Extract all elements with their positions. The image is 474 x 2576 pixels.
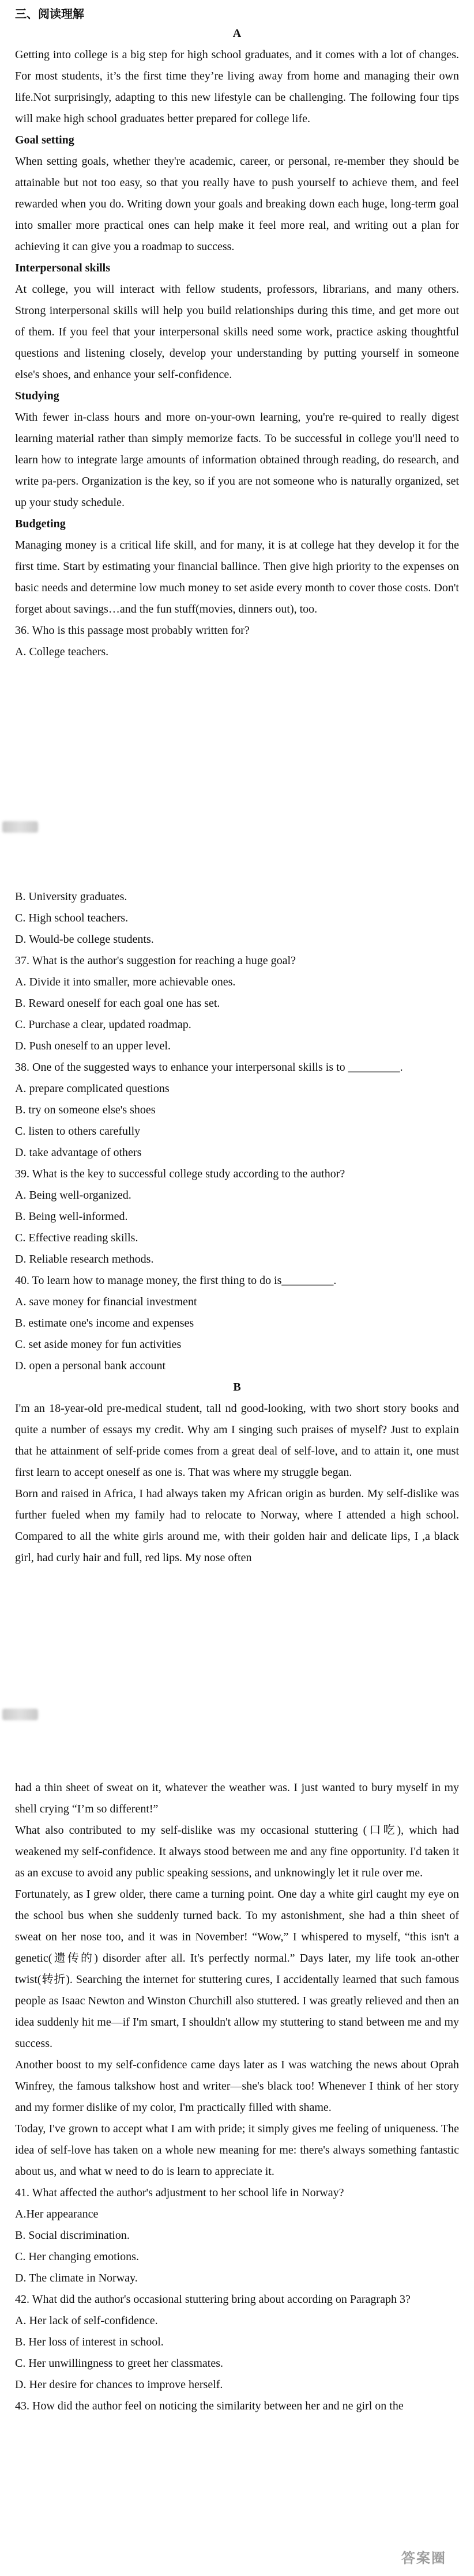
question-42-option-d: D. Her desire for chances to improve herself. bbox=[15, 2378, 223, 2391]
question-39-option-d: D. Reliable research methods. bbox=[15, 1253, 154, 1266]
question-37: 37. What is the author's suggestion for reaching a huge goal? bbox=[15, 954, 296, 967]
paragraph-goal-setting: When setting goals, whether they're academic, career, or personal, re-member they should be attainable but not too easy, so that you really have to push yourself to achieve them, and feel rewarded when you do. Writing down your goals and breaking down each huge, long-term goal into smaller more practical ones can help make it feel more real, and writing out a plan for achieving it can give you a roadmap to success. bbox=[15, 155, 459, 253]
passage-b-paragraph-1: I'm an 18-year-old pre-medical student, tall nd good-looking, with two short story books and quite a number of essays my credit. Why am I singing such praises of myself? Just to explain that he attainment of self-pride comes from a great deal of self-love, and to attain it, one must first learn to accept oneself as one is. That was where my struggle began. bbox=[15, 1402, 459, 1479]
question-40-option-b: B. estimate one's income and expenses bbox=[15, 1317, 194, 1329]
question-42: 42. What did the author's occasional stuttering bring about according on Paragraph 3? bbox=[15, 2293, 411, 2306]
question-41-option-d: D. The climate in Norway. bbox=[15, 2272, 138, 2284]
question-39-option-b: B. Being well-informed. bbox=[15, 1210, 128, 1223]
heading-goal-setting: Goal setting bbox=[15, 134, 74, 146]
passage-a-block bbox=[15, 23, 459, 663]
question-39-option-c: C. Effective reading skills. bbox=[15, 1232, 138, 1244]
question-36-option-b: B. University graduates. bbox=[15, 890, 127, 903]
question-42-option-c: C. Her unwillingness to greet her classmates. bbox=[15, 2357, 224, 2370]
paragraph-interpersonal-skills: At college, you will interact with fellow students, professors, librarians, and many others. Strong interpersonal skills will help you build relationships during this time, and get more out of them. If you feel that your interpersonal skills need some work, practice asking thoughtful questions and listening closely, develop your understanding by putting yourself in someone else's shoes, and enhance your self-confidence. bbox=[15, 283, 459, 381]
question-38-option-b: B. try on someone else's shoes bbox=[15, 1104, 156, 1116]
question-40-option-c: C. set aside money for fun activities bbox=[15, 1338, 182, 1351]
question-41: 41. What affected the author's adjustment to her school life in Norway? bbox=[15, 2186, 344, 2199]
blurred-mark bbox=[2, 1709, 38, 1720]
heading-interpersonal-skills: Interpersonal skills bbox=[15, 262, 111, 274]
question-38: 38. One of the suggested ways to enhance your interpersonal skills is to _________. bbox=[15, 1061, 403, 1074]
passage-b-letter: B bbox=[233, 1381, 241, 1393]
question-37-option-c: C. Purchase a clear, updated roadmap. bbox=[15, 1018, 191, 1031]
question-40: 40. To learn how to manage money, the first thing to do is_________. bbox=[15, 1274, 337, 1287]
question-36-option-d: D. Would-be college students. bbox=[15, 933, 154, 946]
question-36: 36. Who is this passage most probably written for? bbox=[15, 624, 250, 637]
question-40-option-a: A. save money for financial investment bbox=[15, 1295, 197, 1308]
question-38-option-a: A. prepare complicated questions bbox=[15, 1082, 170, 1095]
passage-b-paragraph-5: Another boost to my self-confidence came days later as I was watching the news about Oprah Winfrey, the famous talkshow host and writer—she's black too! Whenever I think of her story and my former dislike of my color, I'm practically filled with shame. bbox=[15, 2058, 459, 2114]
blurred-mark bbox=[2, 821, 38, 833]
question-42-option-a: A. Her lack of self-confidence. bbox=[15, 2314, 158, 2327]
passage-b-paragraph-3: What also contributed to my self-dislike was my occasional stuttering (口吃), which had weakened my self-confidence. It always stood between me and any fine opportunity. I'd taken it as an excuse to avoid any public speaking sessions, and unknowingly let it rule over me. bbox=[15, 1824, 459, 1879]
question-36-option-c: C. High school teachers. bbox=[15, 912, 129, 924]
question-36-option-a: A. College teachers. bbox=[15, 645, 109, 658]
question-38-option-c: C. listen to others carefully bbox=[15, 1125, 141, 1138]
heading-budgeting: Budgeting bbox=[15, 518, 66, 530]
passage-b-block bbox=[15, 1777, 459, 2417]
passage-b-paragraph-4: Fortunately, as I grew older, there came a turning point. One day a white girl caught my eye on the school bus when she suddenly turned back. To my astonishment, she had a thin sheet of sweat on her nose too, and it was in November! “Wow,” I whispered to myself, “this isn't a genetic(遗传的) disorder after all. It's perfectly normal.” Days later, my life took an-other twist(转折). Searching the internet for stuttering cures, I accidentally learned that such famous people as Isaac Newton and Winston Churchill also stuttered. I was greatly relieved and then an idea suddenly hit me—if I'm smart, I shouldn't allow my stuttering to stand between me and my success. bbox=[15, 1888, 459, 2050]
question-37-option-d: D. Push oneself to an upper level. bbox=[15, 1040, 171, 1052]
heading-studying: Studying bbox=[15, 390, 59, 402]
question-41-option-a: A.Her appearance bbox=[15, 2208, 99, 2220]
paragraph-studying: With fewer in-class hours and more on-your-own learning, you're re-quired to really digest learning material rather than simply memorize facts. To be successful in college you'll need to learn how to integrate large amounts of information obtained through reading, do research, and write pa-pers. Organization is the key, so if you are not someone who is naturally organized, set up your study schedule. bbox=[15, 411, 459, 509]
paragraph-budgeting: Managing money is a critical life skill, and for many, it is at college hat they develop it for the first time. Start by estimating your financial ballince. Then give high priority to the expenses on basic needs and determine low much money to set aside every month to cover those costs. Don't forget about savings…and the fun stuff(movies, dinners out), too. bbox=[15, 539, 459, 615]
question-41-option-b: B. Social discrimination. bbox=[15, 2229, 130, 2242]
passage-b-paragraph-6: Today, I've grown to accept what I am with pride; it simply gives me feeling of uniqueness. The idea of self-love has taken on a whole new meaning for me: there's always something fantastic about us, and what w need to do is learn to appreciate it. bbox=[15, 2122, 459, 2178]
question-37-option-b: B. Reward oneself for each goal one has set. bbox=[15, 997, 220, 1010]
question-40-option-d: D. open a personal bank account bbox=[15, 1359, 166, 1372]
passage-b-paragraph-2: Born and raised in Africa, I had always taken my African origin as burden. My self-dislike was further fueled when my family had to relocate to Norway, where I attended a high school. Compared to all the white girls around me, with their golden hair and delicate lips, I ,a black girl, had curly hair and full, red lips. My nose often bbox=[15, 1487, 459, 1564]
passage-a-intro: Getting into college is a big step for high school graduates, and it comes with a lot of changes. For most students, it’s the first time they’re living away from home and managing their own life.Not surprisingly, adapting to this new lifestyle can be challenging. The following four tips will make high school graduates better prepared for college life. bbox=[15, 48, 459, 125]
section-title: 三、阅读理解 bbox=[15, 7, 84, 21]
question-39: 39. What is the key to successful college study according to the author? bbox=[15, 1168, 345, 1180]
questions-block bbox=[15, 886, 459, 1569]
question-38-option-d: D. take advantage of others bbox=[15, 1146, 142, 1159]
watermark-logo: 答案圈 bbox=[401, 2549, 446, 2566]
question-43: 43. How did the author feel on noticing the similarity between her and ne girl on the bbox=[15, 2400, 404, 2412]
passage-b-paragraph-2-cont: had a thin sheet of sweat on it, whatever the weather was. I just wanted to bury myself in my shell crying “I’m so different!” bbox=[15, 1781, 459, 1815]
question-41-option-c: C. Her changing emotions. bbox=[15, 2250, 139, 2263]
question-39-option-a: A. Being well-organized. bbox=[15, 1189, 131, 1202]
passage-a-letter: A bbox=[232, 27, 242, 40]
question-37-option-a: A. Divide it into smaller, more achievable ones. bbox=[15, 976, 236, 988]
question-42-option-b: B. Her loss of interest in school. bbox=[15, 2336, 164, 2348]
